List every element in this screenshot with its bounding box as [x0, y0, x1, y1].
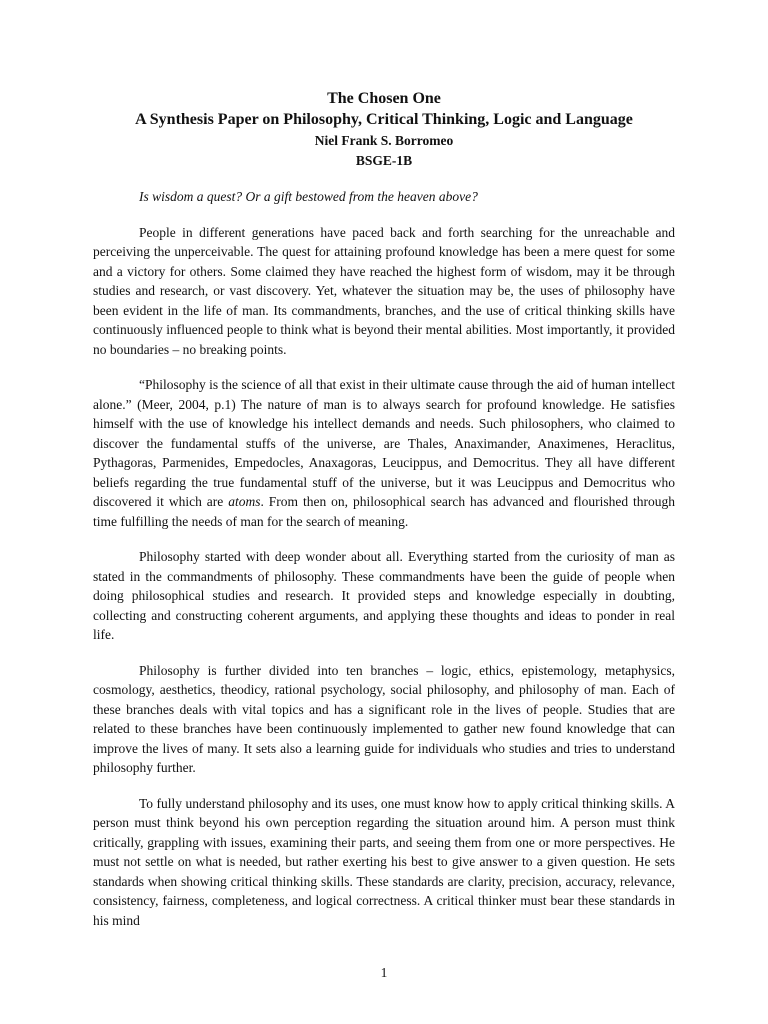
paragraph-intro: People in different generations have paced back and forth searching for the unreachable and perceiving the unperceivable. The quest for attaining profound knowledge has been a mere quest for some and a victory for others. Some claimed they have reached the highest form of wisdom, may it be through studies and research, or vast discovery. Yet, whatever the situation may be, the uses of philosophy have been evident in the life of man. Its commandments, branches, and the use of critical thinking skills have continuously influenced people to think what is beyond their mental abilities. Most importantly, it provided no boundaries – no breaking points.: [93, 224, 675, 357]
page-number: 1: [380, 965, 388, 980]
paragraph-branches: Philosophy is further divided into ten branches – logic, ethics, epistemology, metaphysics, cosmology, aesthetics, theodicy, rational psychology, social philosophy, and philosophy of man. Each of these branches deals with vital topics and has a significant role in the lives of people. Studies that are related to these branches have been continuously implemented to gather new found knowledge that can improve the lives of many. It sets also a learning guide for individuals who studies and tries to understand philosophy further.: [93, 662, 675, 775]
paragraph-critical-thinking: To fully understand philosophy and its uses, one must know how to apply critical thinking skills. A person must think beyond his own perception regarding the situation around him. A person must think critically, grappling with issues, examining their parts, and seeing them from one or more perspectives. He must not settle on what is needed, but rather exerting his best to give answer to a given question. He sets standards when showing critical thinking skills. These standards are clarity, precision, accuracy, relevance, consistency, fairness, completeness, and logical correctness. A critical thinker must bear these standards in his mind: [93, 795, 675, 928]
paragraph-text: “Philosophy is the science of all that exist in their ultimate cause through the aid of human intellect alone.” (Meer, 2004, p.1) The nature of man is to always search for profound knowledge. He satisfies himself with the use of knowledge his intellect demands and needs. Such philosophers, who claimed to discover the fundamental stuffs of the universe, are Thales, Anaximander, Anaximenes, Heraclitus, Pythagoras, Parmenides, Empedocles, Anaxagoras, Leucippus, and Democritus. They all have different beliefs regarding the true fundamental stuff of the universe, but it was Leucippus and Democritus who discovered it which are: [93, 377, 675, 509]
course-section: BSGE-1B: [355, 153, 413, 168]
document-body: [93, 187, 675, 946]
epigraph: Is wisdom a quest? Or a gift bestowed from the heaven above?: [139, 189, 478, 204]
paragraph-philosophy-definition: [93, 375, 675, 531]
paragraph-commandments: Philosophy started with deep wonder about all. Everything started from the curiosity of man as stated in the commandments of philosophy. These commandments have been the guide of people when doing philosophical studies and research. It provided steps and knowledge especially in doubting, collecting and constructing coherent arguments, and applying these thoughts and ideas to ponder in real life.: [93, 549, 675, 642]
document-subtitle: A Synthesis Paper on Philosophy, Critical Thinking, Logic and Language: [135, 111, 633, 128]
document-title: The Chosen One: [327, 90, 441, 107]
document-header: [0, 88, 768, 171]
paragraph-text: . From then on, philosophical search has advanced and flourished through time fulfilling the needs of man for the search of meaning.: [93, 494, 675, 529]
emphasized-term: atoms: [228, 494, 261, 509]
author-name: Niel Frank S. Borromeo: [314, 133, 454, 148]
